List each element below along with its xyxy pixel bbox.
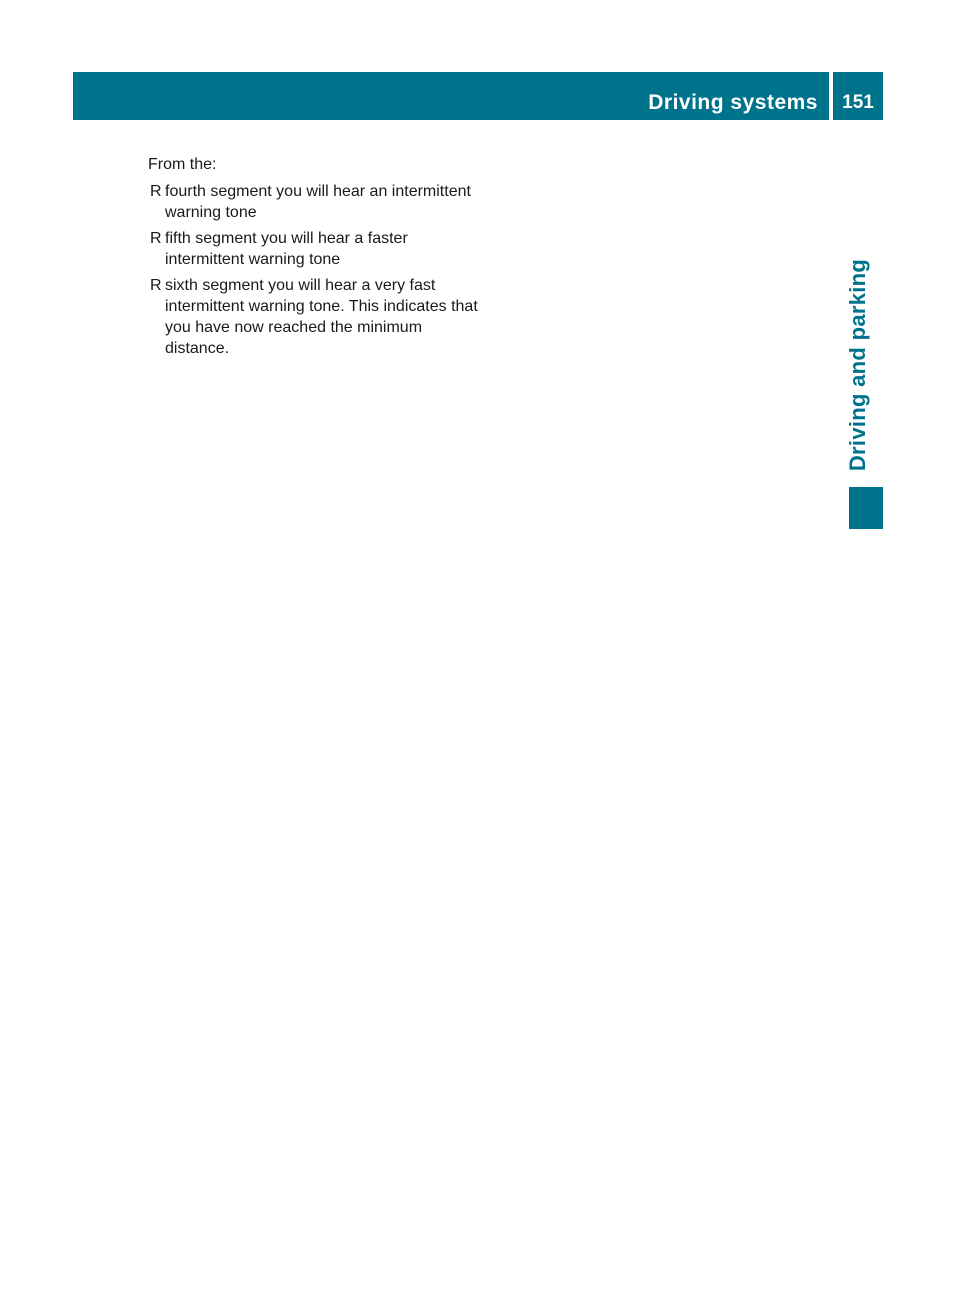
side-tab-marker [849, 487, 883, 529]
side-tab-label: Driving and parking [845, 258, 871, 472]
list-item-text: fifth segment you will hear a faster intermittent warning tone [165, 230, 408, 268]
list-item-text: fourth segment you will hear an intermittent warning tone [165, 183, 471, 221]
page-header-bar [73, 72, 883, 120]
page-number: 151 [842, 92, 874, 113]
bullet-marker: R [150, 277, 162, 294]
section-title: Driving systems [648, 91, 818, 114]
bullet-marker: R [150, 183, 162, 200]
list-item [148, 275, 488, 359]
main-content [148, 154, 488, 364]
bullet-marker: R [150, 230, 162, 247]
list-item-text: sixth segment you will hear a very fast intermittent warning tone. This indicates that you have now reached the minimum distance. [165, 277, 478, 357]
intro-text: From the: [148, 156, 217, 173]
list-item [148, 228, 488, 270]
side-tab [838, 250, 878, 480]
list-item [148, 181, 488, 223]
bullet-list [148, 181, 488, 359]
